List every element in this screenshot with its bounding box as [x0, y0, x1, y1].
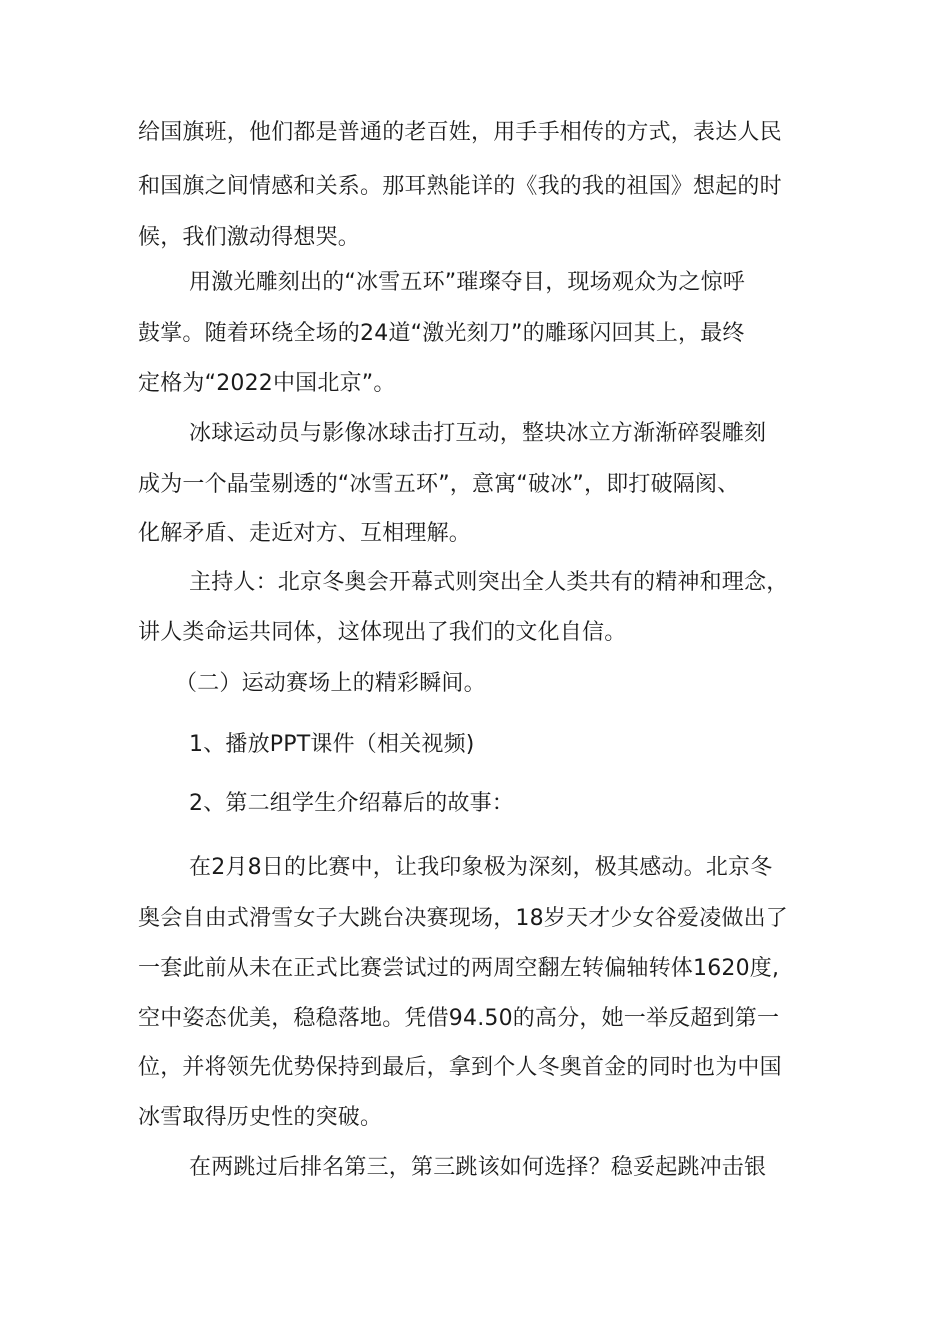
- paragraph-4-line-2: 讲人类命运共同体，这体现出了我们的文化自信。: [138, 620, 627, 645]
- list-item-1: 1、播放PPT课件（相关视频): [189, 732, 475, 757]
- paragraph-5-line-3: 一套此前从未在正式比赛尝试过的两周空翻左转偏轴转体1620度,: [138, 956, 780, 981]
- paragraph-3-line-2: 成为一个晶莹剔透的“冰雪五环”，意寓“破冰”，即打破隔阂、: [138, 472, 740, 497]
- paragraph-5-line-1: 在2月8日的比赛中，让我印象极为深刻，极其感动。北京冬: [189, 855, 773, 880]
- paragraph-2-line-1: 用激光雕刻出的“冰雪五环”璀璨夺目，现场观众为之惊呼: [189, 270, 745, 295]
- paragraph-6-line-1: 在两跳过后排名第三，第三跳该如何选择？稳妥起跳冲击银: [189, 1155, 767, 1180]
- list-item-2: 2、第二组学生介绍幕后的故事：: [189, 791, 514, 816]
- paragraph-2-line-3: 定格为“2022中国北京”。: [138, 371, 396, 396]
- paragraph-5-line-6: 冰雪取得历史性的突破。: [138, 1105, 383, 1130]
- paragraph-5-line-5: 位，并将领先优势保持到最后，拿到个人冬奥首金的同时也为中国: [138, 1055, 782, 1080]
- paragraph-5-line-2: 奥会自由式滑雪女子大跳台决赛现场，18岁天才少女谷爱凌做出了: [138, 906, 788, 931]
- paragraph-3-line-3: 化解矛盾、走近对方、互相理解。: [138, 521, 472, 546]
- paragraph-4-line-1: 主持人：北京冬奥会开幕式则突出全人类共有的精神和理念，: [189, 570, 789, 595]
- paragraph-2-line-2: 鼓掌。随着环绕全场的24道“激光刻刀”的雕琢闪回其上，最终: [138, 321, 745, 346]
- paragraph-1-line-3: 候，我们激动得想哭。: [138, 225, 361, 250]
- paragraph-1-line-2: 和国旗之间情感和关系。那耳熟能详的《我的我的祖国》想起的时: [138, 174, 782, 199]
- paragraph-3-line-1: 冰球运动员与影像冰球击打互动，整块冰立方渐渐碎裂雕刻: [189, 421, 767, 446]
- section-heading: （二）运动赛场上的精彩瞬间。: [175, 671, 486, 696]
- paragraph-5-line-4: 空中姿态优美，稳稳落地。凭借94.50的高分，她一举反超到第一: [138, 1006, 780, 1031]
- paragraph-1-line-1: 给国旗班，他们都是普通的老百姓，用手手相传的方式，表达人民: [138, 120, 782, 145]
